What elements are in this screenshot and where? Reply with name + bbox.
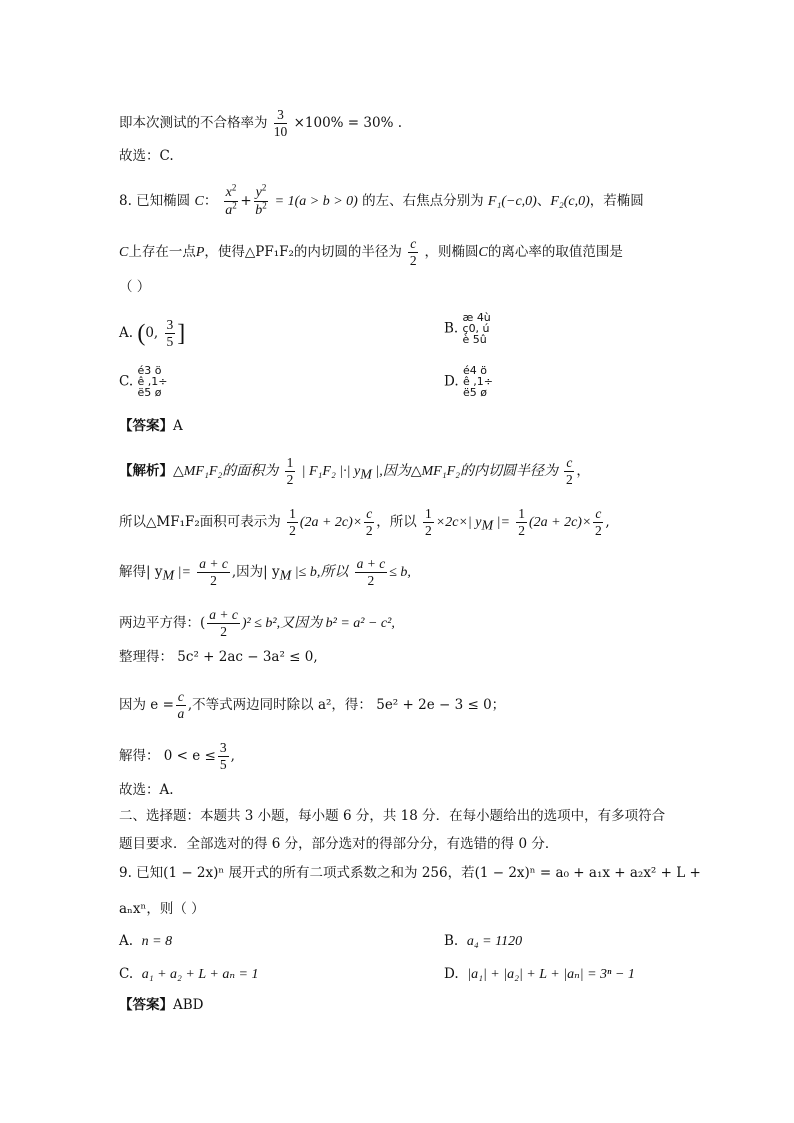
answer-line: 【答案】A xyxy=(119,418,183,434)
text: ×100% = 30% . xyxy=(293,115,402,131)
q9-option-c: C. a₁ + a₂ + L + aₙ = 1 xyxy=(119,966,259,982)
fraction: $\frac{3}{10}$ xyxy=(273,107,288,139)
q9-option-b: B. a₄ = 1120 xyxy=(444,933,523,949)
solution-line-1: 【解析】△MF₁F₂的面积为 $\frac{1}{2}$ | F₁F₂ |·| $y_M$ |,因为△MF₁F₂的内切圆半径为 $\frac{c}{2}$ ， xyxy=(119,455,590,487)
option-b: B. æ 4ù ç0, ú è 5û xyxy=(444,311,491,346)
solution-line-5: 整理得： 5c² + 2ac − 3a² ≤ 0, xyxy=(119,649,318,665)
text: 即本次测试的不合格率为 xyxy=(119,115,268,131)
question-9-line-2: aₙxⁿ，则（ ） xyxy=(119,901,205,917)
question-8-line-2: C上存在一点P，使得△PF₁F₂的内切圆的半径为 $\frac{c}{2}$ ，则椭圆C的离心率的取值范围是 xyxy=(119,236,623,268)
option-c: C. é3 ö ê ,1÷ ë5 ø xyxy=(119,364,168,399)
solution-line-7: 解得： 0 < e ≤ $\frac{3}{5}$ , xyxy=(119,740,235,772)
solution-answer: 故选：A. xyxy=(119,782,174,798)
q9-option-d: D. |a₁| + |a₂| + L + |aₙ| = 3ⁿ − 1 xyxy=(444,966,635,982)
question-8-line-1: 8. 已知椭圆 C： $\frac{x^2}{a^2}$ + $\frac{y^2}{b^2}$ = 1(a > b > 0) 的左、右焦点分别为 F₁(−c,0)、F₂(c,0)，若椭圆 xyxy=(119,182,644,218)
solution-line-3: 解得| $y_M$ |= $\frac{a + c}{2}$ ,因为| $y_M$ |≤ b,所以 $\frac{a + c}{2}$ ≤ b, xyxy=(119,556,411,588)
question-9-line-1: 9. 已知(1 − 2x)ⁿ 展开式的所有二项式系数之和为 256，若(1 − 2x)ⁿ = a₀ + a₁x + a₂x² + L + xyxy=(119,865,701,881)
solution-line-4: 两边平方得：( $\frac{a + c}{2}$ )² ≤ b²,又因为 b² = a² − c², xyxy=(119,607,395,639)
answer-choice-line: 故选：C. xyxy=(119,148,174,164)
solution-line-6: 因为 e = $\frac{c}{a}$ ,不等式两边同时除以 a²，得： 5e² + 2e − 3 ≤ 0； xyxy=(119,689,506,721)
answer-parentheses: （ ） xyxy=(119,279,151,295)
option-d: D. é4 ö ê ,1÷ ë5 ø xyxy=(444,364,493,399)
option-a: A. (0, $\frac{3}{5}$ ] xyxy=(119,317,186,349)
section-2-instructions-2: 题目要求．全部选对的得 6 分，部分选对的得部分分，有选错的得 0 分． xyxy=(119,836,559,852)
failure-rate-line xyxy=(119,107,402,140)
solution-line-2: 所以△MF₁F₂面积可表示为 $\frac{1}{2}$ (2a + 2c)× $\frac{c}{2}$ ，所以 $\frac{1}{2}$ ×2c×| $y_M$ |= $\frac{1}{2}$ (2a + 2c)× $\frac{c}{2}$ , xyxy=(119,506,610,538)
q9-answer-line: 【答案】ABD xyxy=(119,997,204,1013)
section-2-instructions-1: 二、选择题：本题共 3 小题，每小题 6 分，共 18 分．在每小题给出的选项中，有多项符合 xyxy=(119,808,666,824)
q9-option-a: A. n = 8 xyxy=(119,933,173,949)
